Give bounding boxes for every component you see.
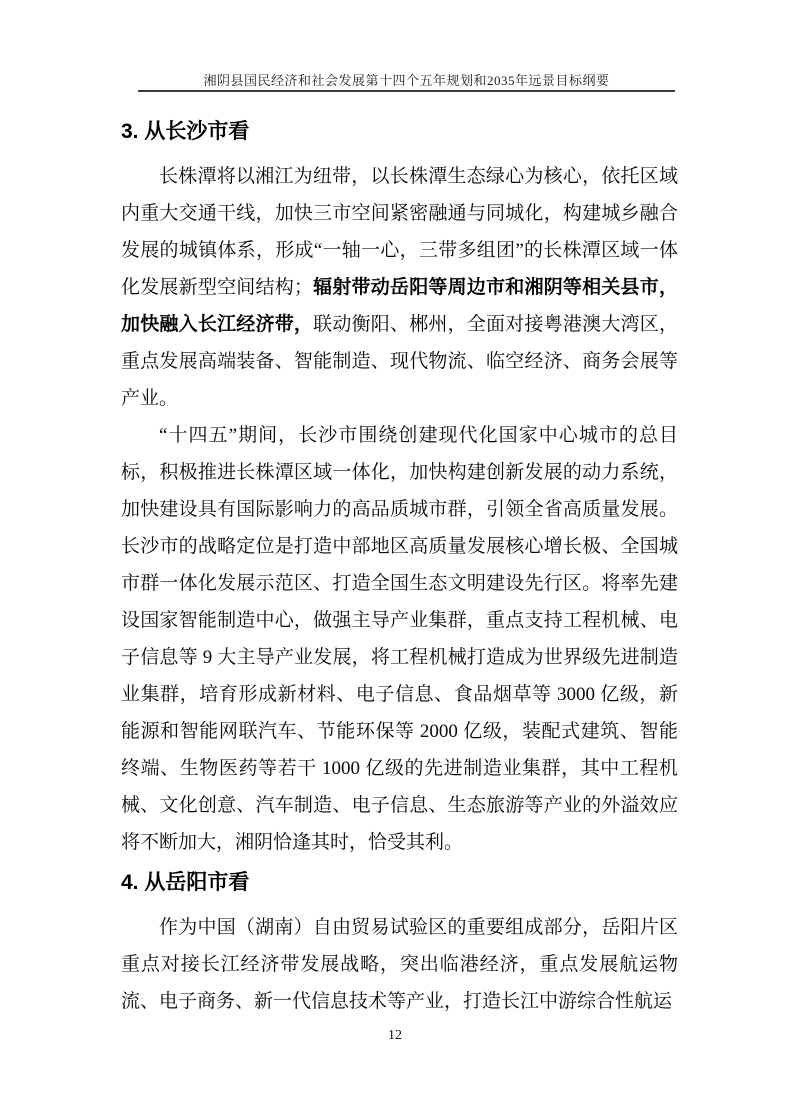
paragraph-1-text-end: 联动衡阳、郴州，全面对接粤港澳大湾区，重点发展高端装备、智能制造、现代物流、临空经济、商务会展等产业。	[121, 314, 678, 409]
paragraph-1-text-start: 长株潭将以湘江为纽带，以长株潭生态绿心为核心，依托区域内重大交通干线，加快三市空间紧密融通与同城化，构建城乡融合发展的城镇体系，形成“一轴一心，三带多组团”的长株潭区域一体化发展新型空间结构；	[121, 166, 678, 298]
paragraph-1	[121, 158, 678, 417]
page-number: 12	[388, 1028, 402, 1043]
paragraph-3: 作为中国（湖南）自由贸易试验区的重要组成部分，岳阳片区重点对接长江经济带发展战略，突出临港经济，重点发展航运物流、电子商务、新一代信息技术等产业，打造长江中游综合性航运	[121, 917, 678, 1012]
page-header-title: 湘阴县国民经济和社会发展第十四个五年规划和2035年远景目标纲要	[203, 73, 610, 88]
paragraph-1-bold-text: 辐射带动岳阳等周边市和湘阴等相关县市，加快融入长江经济带，	[121, 277, 678, 335]
document-body	[121, 113, 678, 1020]
section-heading-changsha: 3. 从长沙市看	[121, 120, 250, 143]
paragraph-2: “十四五”期间，长沙市围绕创建现代化国家中心城市的总目标，积极推进长株潭区域一体化，加快构建创新发展的动力系统，加快建设具有国际影响力的高品质城市群，引领全省高质量发展。长沙市的战略定位是打造中部地区高质量发展核心增长极、全国城市群一体化发展示范区、打造全国生态文明建设先行区。将率先建设国家智能制造中心，做强主导产业集群，重点支持工程机械、电子信息等 9 大主导产业发展，将工程机械打造成为世界级先进制造业集群，培育形成新材料、电子信息、食品烟草等 3000 亿级，新能源和智能网联汽车、节能环保等 2000 亿级，装配式建筑、智能终端、生物医药等若干 1000 亿级的先进制造业集群，其中工程机械、文化创意、汽车制造、电子信息、生态旅游等产业的外溢效应将不断加大，湘阴恰逢其时，恰受其利。	[121, 425, 678, 853]
page-header	[138, 73, 675, 92]
section-heading-yueyang: 4. 从岳阳市看	[121, 871, 250, 894]
